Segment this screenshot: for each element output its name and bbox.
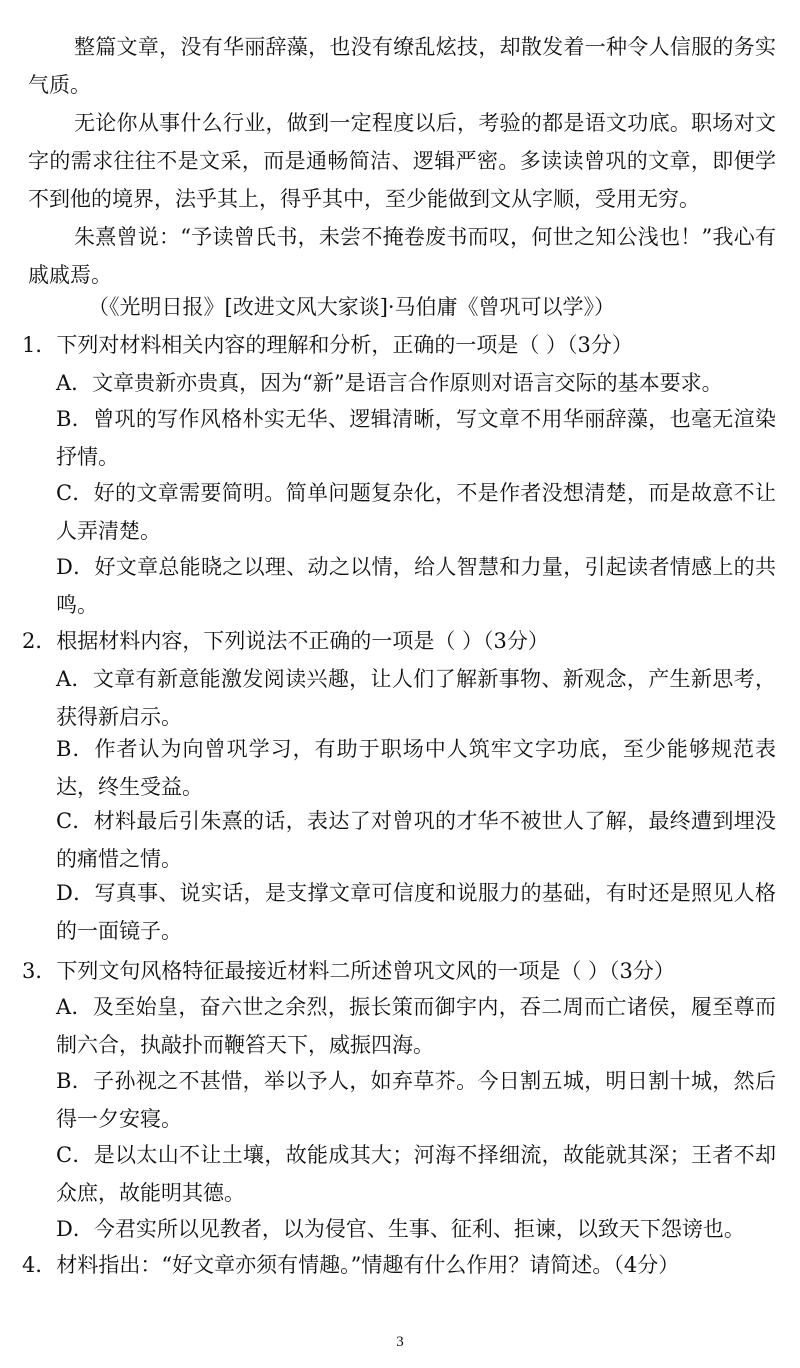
question-3-option-a: A．及至始皇，奋六世之余烈，振长策而御宇内，吞二周而亡诸侯，履至尊而制六合，执敲扑而鞭笞天下，威振四海。	[56, 995, 776, 1057]
question-2-option-d: D．写真事、说实话，是支撑文章可信度和说服力的基础，有时还是照见人格的一面镜子。	[56, 881, 776, 943]
question-2-stem: 2．根据材料内容，下列说法不正确的一项是（ ）（3分）	[22, 629, 549, 653]
question-1-option-b: B．曾巩的写作风格朴实无华、逻辑清晰，写文章不用华丽辞藻，也毫无渲染抒情。	[56, 407, 776, 469]
question-2-option-a: A．文章有新意能激发阅读兴趣，让人们了解新事物、新观念，产生新思考，获得新启示。	[56, 667, 776, 729]
passage-paragraph-2: 无论你从事什么行业，做到一定程度以后，考验的都是语文功底。职场对文字的需求往往不是文采，而是通畅简洁、逻辑严密。多读读曾巩的文章，即便学不到他的境界，法乎其上，得乎其中，至少能做到文从字顺，受用无穷。	[28, 111, 776, 211]
passage-paragraph-1: 整篇文章，没有华丽辞藻，也没有缭乱炫技，却散发着一种令人信服的务实气质。	[28, 35, 776, 97]
question-1-option-c: C．好的文章需要简明。简单问题复杂化，不是作者没想清楚，而是故意不让人弄清楚。	[56, 481, 776, 543]
question-3-stem: 3．下列文句风格特征最接近材料二所述曾巩文风的一项是（ ）（3分）	[22, 959, 675, 983]
question-1-option-a: A．文章贵新亦贵真，因为“新”是语言合作原则对语言交际的基本要求。	[56, 371, 723, 395]
question-2-option-b: B．作者认为向曾巩学习，有助于职场中人筑牢文字功底，至少能够规范表达，终生受益。	[56, 737, 776, 799]
passage-paragraph-3: 朱熹曾说：“予读曾氏书，未尝不掩卷废书而叹，何世之知公浅也！”我心有戚戚焉。	[28, 225, 776, 287]
question-1-option-d: D．好文章总能晓之以理、动之以情，给人智慧和力量，引起读者情感上的共鸣。	[56, 555, 776, 617]
question-2-option-c: C．材料最后引朱熹的话，表达了对曾巩的才华不被世人了解，最终遭到埋没的痛惜之情。	[56, 809, 776, 871]
question-3-option-c: C．是以太山不让土壤，故能成其大；河海不择细流，故能就其深；王者不却众庶，故能明其德。	[56, 1143, 776, 1205]
passage-source: （《光明日报》[改进文风大家谈]·马伯庸《曾巩可以学》）	[88, 295, 616, 319]
page-number: 3	[396, 1334, 404, 1350]
question-3-option-d: D．今君实所以见教者，以为侵官、生事、征利、拒谏，以致天下怨谤也。	[56, 1217, 745, 1241]
question-3-option-b: B．子孙视之不甚惜，举以予人，如弃草芥。今日割五城，明日割十城，然后得一夕安寝。	[56, 1069, 776, 1131]
question-4-stem: 4．材料指出：“好文章亦须有情趣。”情趣有什么作用？请简述。（4分）	[22, 1253, 680, 1277]
question-1-stem: 1．下列对材料相关内容的理解和分析，正确的一项是（ ）（3分）	[22, 333, 633, 357]
